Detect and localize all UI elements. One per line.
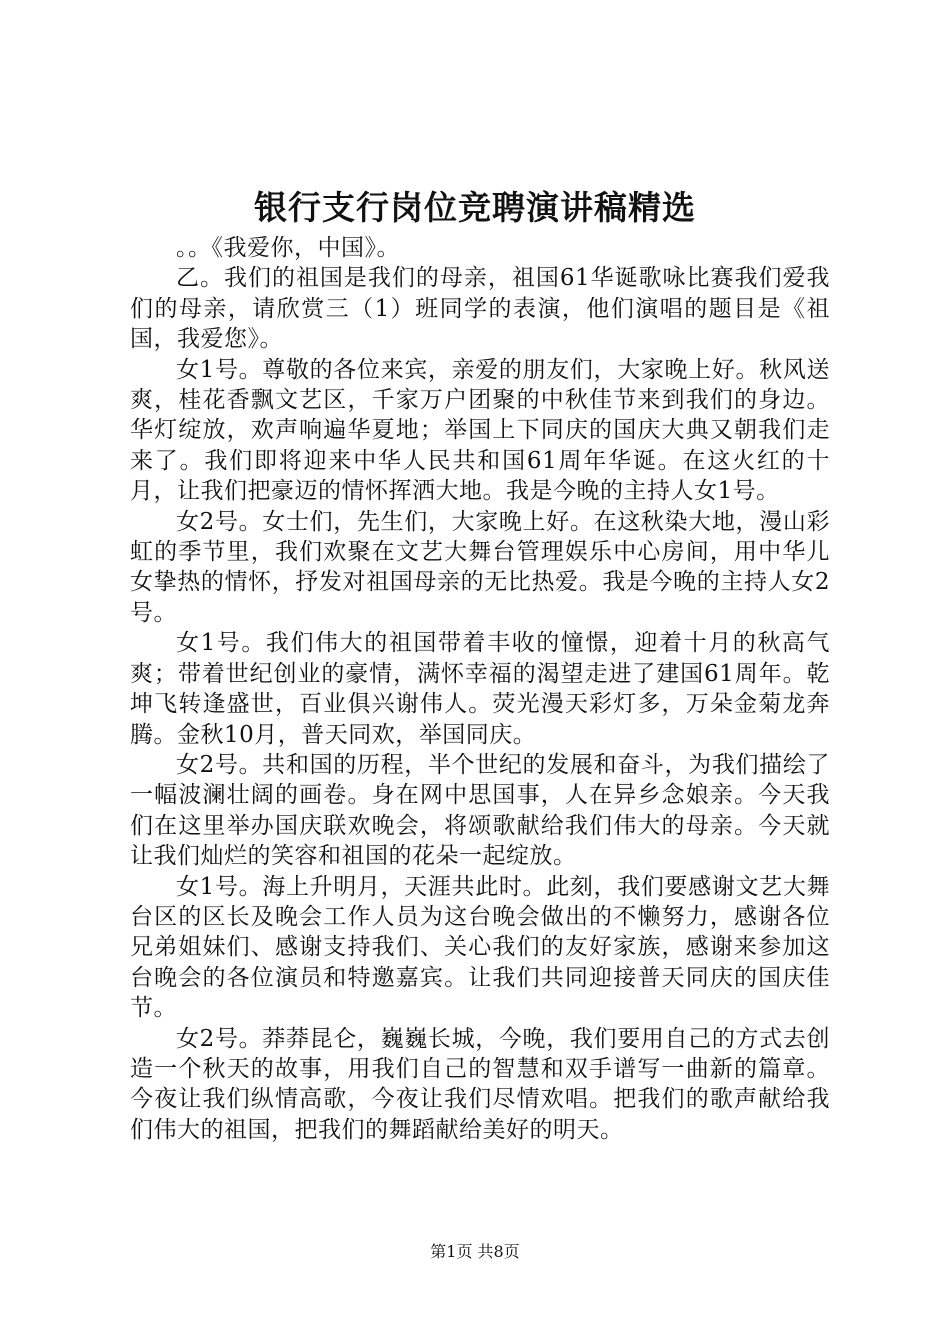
- paragraph: 女2号。莽莽昆仑，巍巍长城，今晚，我们要用自己的方式去创造一个秋天的故事，用我们自己的智慧和双手谱写一曲新的篇章。今夜让我们纵情高歌，今夜让我们尽情欢唱。把我们的歌声献给我们伟大的祖国，把我们的舞蹈献给美好的明天。: [130, 1025, 830, 1143]
- document-body: [130, 233, 830, 1145]
- page-footer: 第1页 共8页: [430, 1242, 520, 1261]
- document-title: 银行支行岗位竞聘演讲稿精选: [254, 188, 696, 227]
- paragraph: 女2号。女士们，先生们，大家晚上好。在这秋染大地，漫山彩虹的季节里，我们欢聚在文艺大舞台管理娱乐中心房间，用中华儿女挚热的情怀，抒发对祖国母亲的无比热爱。我是今晚的主持人女2号。: [130, 508, 830, 626]
- paragraph: 女1号。我们伟大的祖国带着丰收的憧憬，迎着十月的秋高气爽；带着世纪创业的豪情，满怀幸福的渴望走进了建国61周年。乾坤飞转逢盛世，百业俱兴谢伟人。荧光漫天彩灯多，万朵金菊龙奔腾。金秋10月，普天同欢，举国同庆。: [130, 630, 830, 748]
- paragraph: 。。《我爱你，中国》。: [176, 235, 400, 261]
- paragraph: 女2号。共和国的历程，半个世纪的发展和奋斗，为我们描绘了一幅波澜壮阔的画卷。身在网中思国事，人在异乡念娘亲。今天我们在这里举办国庆联欢晚会，将颂歌献给我们伟大的母亲。今天就让我们灿烂的笑容和祖国的花朵一起绽放。: [130, 751, 830, 870]
- paragraph: 女1号。海上升明月，天涯共此时。此刻，我们要感谢文艺大舞台区的区长及晚会工作人员为这台晚会做出的不懒努力，感谢各位兄弟姐妹们、感谢支持我们、关心我们的友好家族，感谢来参加这台晚会的各位演员和特邀嘉宾。让我们共同迎接普天同庆的国庆佳节。: [130, 873, 830, 1022]
- paragraph: 女1号。尊敬的各位来宾，亲爱的朋友们，大家晚上好。秋风送爽，桂花香飘文艺区，千家万户团聚的中秋佳节来到我们的身边。华灯绽放，欢声响遍华夏地；举国上下同庆的国庆大典又朝我们走来了。我们即将迎来中华人民共和国61周年华诞。在这火红的十月，让我们把豪迈的情怀挥洒大地。我是今晚的主持人女1号。: [130, 356, 830, 505]
- paragraph: 乙。我们的祖国是我们的母亲，祖国61华诞歌咏比赛我们爱我们的母亲，请欣赏三（1）班同学的表演，他们演唱的题目是《祖国，我爱您》。: [130, 265, 830, 353]
